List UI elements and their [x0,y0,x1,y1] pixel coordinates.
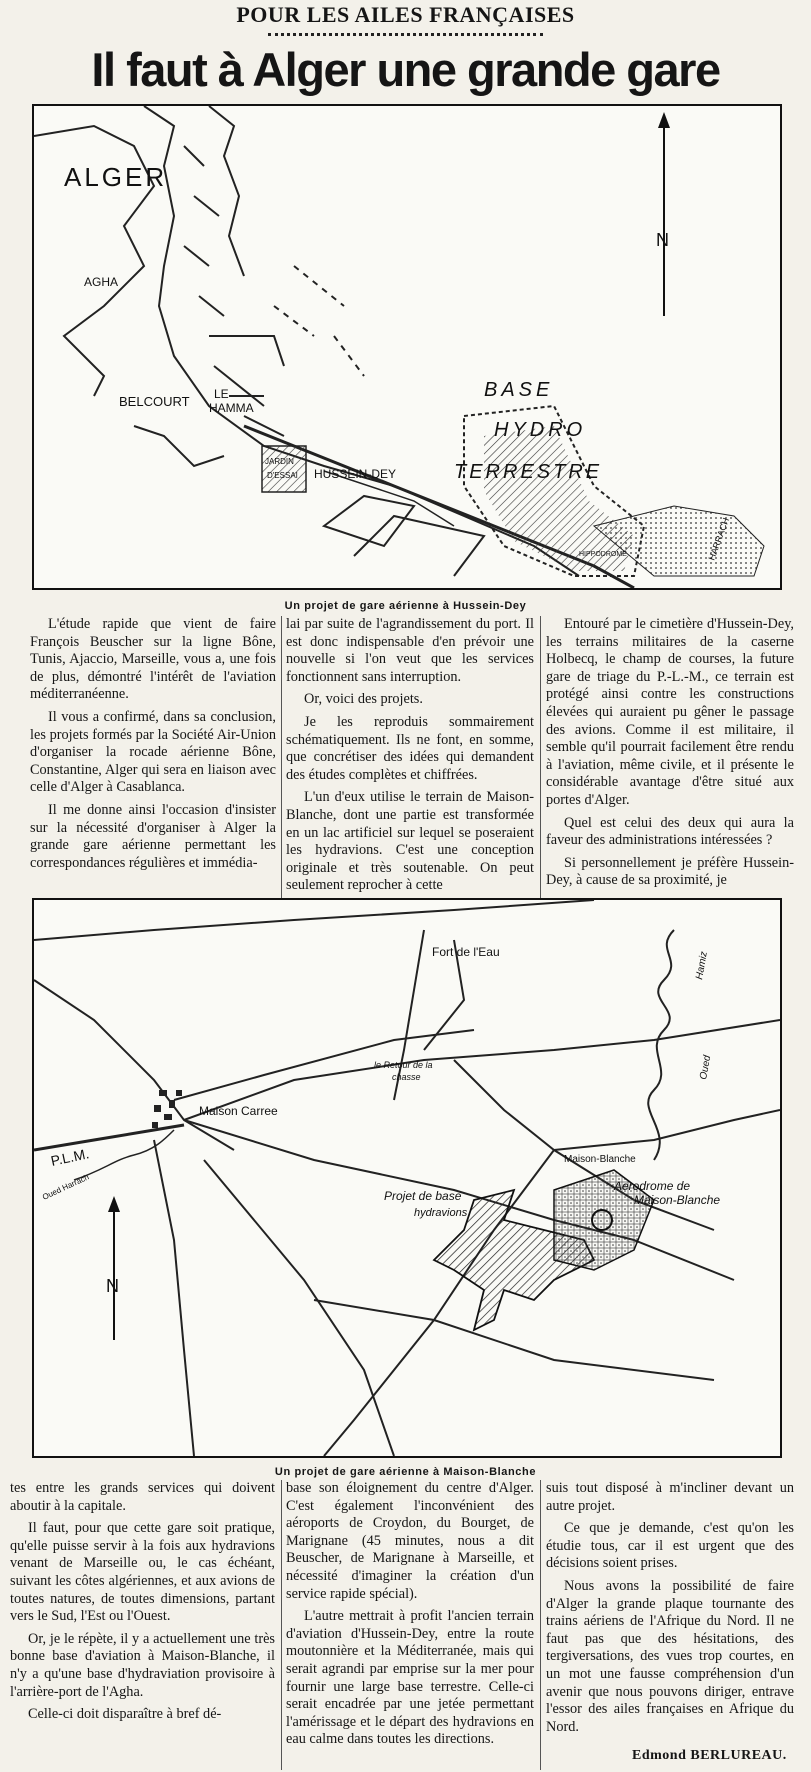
upper-column-2 [286,616,534,900]
label-belcourt: BELCOURT [119,394,190,409]
column-rule [540,616,541,912]
map-hussein-dey-drawing [34,106,780,588]
label-hydro: HYDRO [494,419,587,441]
label-north-1: N [656,230,669,250]
paragraph: Quel est celui des deux qui aura la faveur des administrations intéressées ? [546,814,794,849]
paragraph: Il me donne ainsi l'occasion d'insister sur la nécessité d'organiser à Alger la grande gare aérienne permettant les correspondances régulières et immédia- [30,801,276,871]
paragraph: Il faut, pour que cette gare soit pratique, qu'elle puisse servir à la fois aux hydravions venant de Marseille ou, le cas échéant, suivant les côtes algériennes, et aux avions de toutes natures, de toutes dimensions, partant vers le Sud, l'Est ou l'Ouest. [10,1520,275,1625]
harbour-jetties [184,146,224,316]
maison-carree-town [152,1090,182,1128]
lower-column-2 [286,1480,534,1754]
column-rule [540,1480,541,1770]
label-jardin: JARDIN [265,457,294,466]
paragraph: Or, voici des projets. [304,691,423,708]
author-signature: Edmond BERLUREAU. [632,1748,787,1763]
label-north-2: N [106,1276,119,1296]
railway-plm [34,1125,184,1150]
map-maison-blanche-drawing [34,900,780,1456]
label-base: BASE [484,379,554,401]
paragraph: Il vous a confirmé, dans sa conclusion, les projets formés par la Société Air-Union d'organiser la rocade aérienne Bône, Constantine, Alger qui sera en liaison avec celle d'Alger à Casablanca. [30,708,276,796]
label-hamma: HAMMA [209,401,254,415]
paragraph: Entouré par le cimetière d'Hussein-Dey, les terrains militaires de la caserne Holbecq, le champ de courses, la future gare de triage du P.-L.-M., ce terrain est protégé ainsi contre les constructions élevées qui auraient pu gêner le passage des avions. Comme il est militaire, il semble qu'il pourrait facilement être rendu à l'aviation, même civile, et il présente le considérable avantage d'être situé aux portes d'Alger. [546,616,794,808]
label-agha: AGHA [84,275,119,289]
caption-map-maison-blanche: Un projet de gare aérienne à Maison-Blanche [274,1466,537,1478]
caption-map-hussein-dey: Un projet de gare aérienne à Hussein-Dey [284,600,527,612]
block-1 [324,496,414,546]
map-maison-blanche [32,898,782,1458]
belcourt-boundary [134,426,224,466]
section-kicker: POUR LES AILES FRANÇAISES [236,2,575,27]
label-fort-eau: Fort de l'Eau [432,945,500,959]
upper-column-3 [546,616,794,895]
label-alger: ALGER [64,162,168,192]
coastline [34,900,594,940]
label-projet: Projet de base [384,1189,462,1203]
harbour-dashed [274,266,364,376]
label-essai: D'ESSAI [267,471,298,480]
road-west [34,980,234,1150]
harbour-jetty-1 [209,106,244,276]
north-arrow-head [108,1196,120,1212]
paragraph: tes entre les grands services qui doivent aboutir à la capitale. [10,1480,275,1514]
north-arrow-head [658,112,670,128]
label-plm: P.L.M. [49,1145,91,1169]
column-rule [281,616,282,912]
map-hussein-dey [32,104,782,590]
lower-column-3 [546,1480,794,1741]
paragraph: L'un d'eux utilise le terrain de Maison-Blanche, dont une partie est transformée en un lac artificiel sur lequel se poseraient les hydravions. C'est une conception originale et très soutenable. On peut seulement reprocher à cette [286,789,534,894]
paragraph: Je les reproduis sommairement schématiquement. Ils ne font, en somme, que concrétiser des idées qui demandent des études complètes et chiffrées. [286,713,534,783]
label-oued: Oued [698,1054,714,1081]
paragraph: Or, je le répète, il y a actuellement une très bonne base d'aviation à Maison-Blanche, il n'y a qu'une base d'hydraviation provisoire à l'arrière-port de l'Agha. [10,1630,275,1700]
paragraph: L'autre mettrait à profit l'ancien terrain d'aviation d'Hussein-Dey, entre la route moutonnière et la Méditerranée, mais qui serait agrandi par emprise sur la mer pour fournir une large base terrestre. Celle-ci serait encadrée par une jetée permettant l'amérissage et le départ des hydravions en eau calme dans toutes les directions. [286,1608,534,1748]
headline: Il faut à Alger une grande gare [91,43,720,96]
label-maison-carree: Maison Carree [199,1104,278,1118]
label-projet-2: hydravions [414,1207,468,1219]
road-south-1 [154,1140,194,1456]
label-retour: le Retour de la [374,1060,433,1070]
harbour-basins [209,336,284,436]
paragraph: Ce que je demande, c'est qu'on les étudie tous, car il est urgent que des décisions soient prises. [546,1520,794,1572]
jardin-essai-area [262,446,306,492]
column-rule [281,1480,282,1770]
road-south-east [314,1300,714,1380]
label-aerodrome-2: Maison-Blanche [634,1193,721,1207]
label-retour-2: chasse [392,1072,421,1082]
label-oued-harrach: Oued Harrach [41,1172,91,1202]
kicker-divider [268,33,543,36]
road-east [554,1110,780,1150]
lower-column-1 [10,1480,275,1729]
oued-hamiz [648,930,674,1160]
base-hatched-area [484,426,634,571]
paragraph: Si personnellement je préfère Hussein-Dey, à cause de sa proximité, je [546,854,794,889]
label-harrach: HARRACH [706,516,732,562]
label-hussein-dey: HUSSEIN-DEY [314,467,397,481]
label-hamiz: Hamiz [694,950,710,981]
paragraph: lai par suite de l'agrandissement du port. Il est donc indispensable d'en prévoir une nouvelle si l'on veut que les services fonctionnent sans interruption. [286,616,534,685]
label-maison-blanche: Maison-Blanche [564,1154,636,1165]
paragraph: Nous avons la possibilité de faire d'Alger la grande plaque tournante des trains aériens de l'Afrique du Nord. Il ne faut pas que des hésitations, des tergiversations, des vues trop courtes, en un mot une fausse compréhension d'un avenir que nous pouvons diriger, entrave l'essor des ailes françaises en Afrique du Nord. [546,1577,794,1735]
paragraph: Celle-ci doit disparaître à bref dé- [28,1706,222,1723]
label-aerodrome: Aerodrome de [614,1179,691,1193]
label-terrestre: TERRESTRE [454,461,603,483]
upper-column-1 [30,616,276,877]
paragraph: L'étude rapide que vient de faire François Beuscher sur la ligne Bône, Tunis, Ajaccio, Marseille, vous a, une fois de plus, démontré l'intérêt de l'aviation méditerranéenne. [30,616,276,703]
label-hippodrome: HIPPODROME [579,551,627,558]
paragraph: suis tout disposé à m'incliner devant un autre projet. [546,1480,794,1514]
label-le: LE [214,387,229,401]
paragraph: base son éloignement du centre d'Alger. C'est également l'inconvénient des aéroports de Croydon, du Bourget, de Marignane (45 minutes, nous a dit Beuscher, de Marignane à Marseille, et nécessité d'imaginer la création d'un service rapide spécial). [286,1480,534,1602]
block-2 [354,516,484,576]
